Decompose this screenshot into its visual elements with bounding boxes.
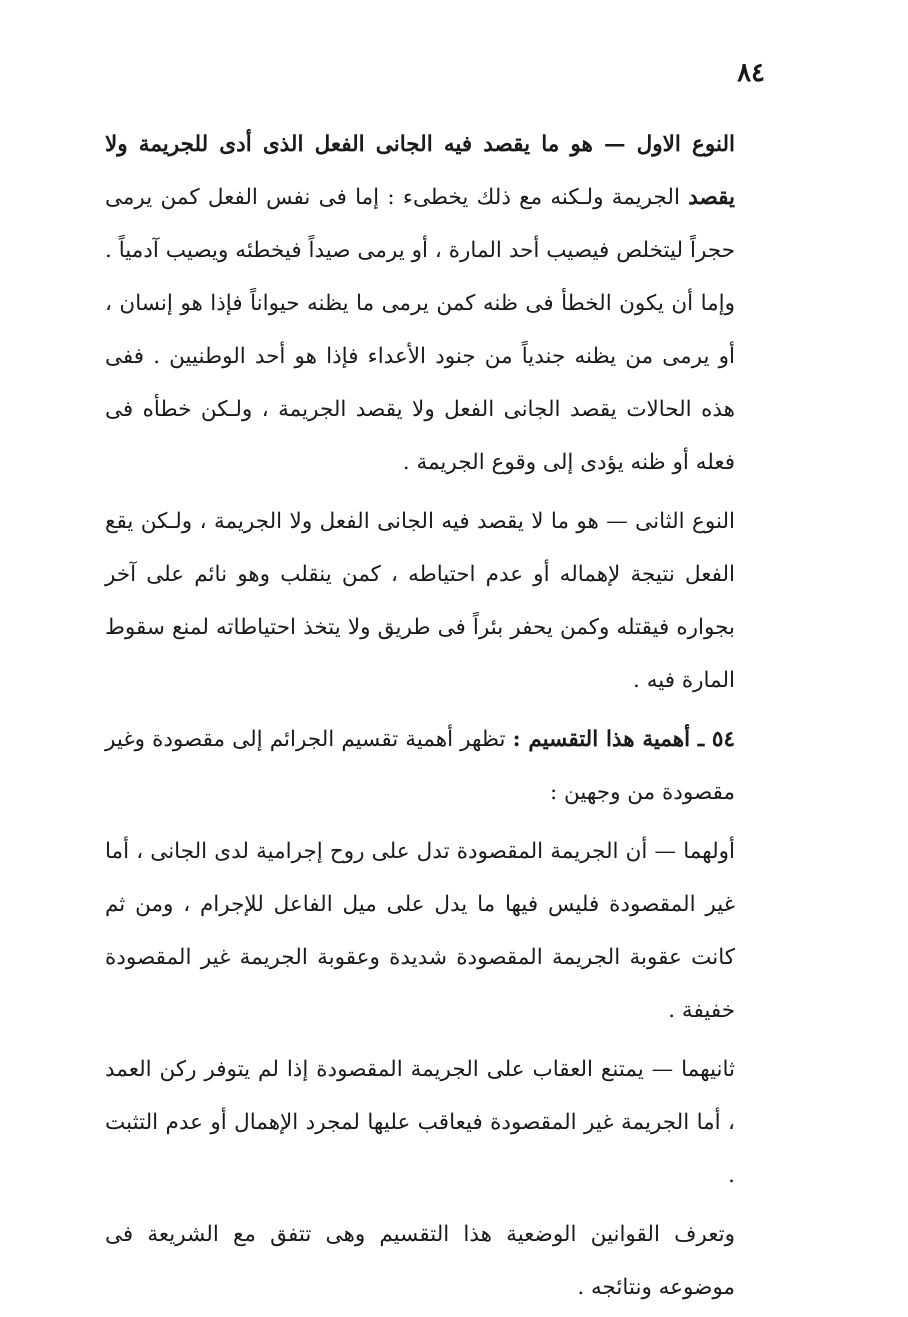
paragraph-second-aspect <box>105 1043 735 1202</box>
paragraph-text: الجريمة ولـكنه مع ذلك يخطىء : إما فى نفس الفعل كمن يرمى حجراً ليتخلص فيصيب أحد المارة ، أو يرمى صيداً فيخطئه ويصيب آدمياً . وإما أن يكون الخطأ فى ظنه كمن يرمى ما يظنه حيواناً فإذا هو إنسان ، أو يرمى من يظنه جندياً من جنود الأعداء فإذا هو أحد الوطنيين . ففى هذه الحالات يقصد الجانى الفعل ولا يقصد الجريمة ، ولـكن خطأه فى فعله أو ظنه يؤدى إلى وقوع الجريمة . <box>105 185 735 475</box>
paragraph-text: تظهر أهمية تقسيم الجرائم إلى مقصودة وغير مقصودة من وجهين : <box>105 727 735 805</box>
paragraph-type-two <box>105 495 735 707</box>
paragraph-text: ثانيهما — يمتنع العقاب على الجريمة المقصودة إذا لم يتوفر ركن العمد ، أما الجريمة غير المقصودة فيعاقب عليها لمجرد الإهمال أو عدم التثبت . <box>105 1057 735 1188</box>
text-body <box>105 118 735 1314</box>
paragraph-text: أولهما — أن الجريمة المقصودة تدل على روح إجرامية لدى الجانى ، أما غير المقصودة فليس فيها ما يدل على ميل الفاعل للإجرام ، ومن ثم كانت عقوبة الجريمة المقصودة شديدة وعقوبة الجريمة غير المقصودة خفيفة . <box>105 839 735 1023</box>
paragraph-text: وتعرف القوانين الوضعية هذا التقسيم وهى تتفق مع الشريعة فى موضوعه ونتائجه . <box>105 1222 735 1300</box>
paragraph-positive-laws <box>105 1208 735 1314</box>
section-heading: ٥٤ ـ أهمية هذا التقسيم : <box>512 727 735 752</box>
page-number: ٨٤ <box>737 58 765 88</box>
section-54-heading-paragraph <box>105 713 735 819</box>
paragraph-type-one <box>105 118 735 489</box>
paragraph-text: النوع الثانى — هو ما لا يقصد فيه الجانى الفعل ولا الجريمة ، ولـكن يقع الفعل نتيجة لإهماله أو عدم احتياطه ، كمن ينقلب وهو نائم على آخر بجواره فيقتله وكمن يحفر بئراً فى طريق ولا يتخذ احتياطاته لمنع سقوط المارة فيه . <box>105 509 735 693</box>
paragraph-first-aspect <box>105 825 735 1037</box>
paragraph-lead: النوع الاول — هو ما يقصد فيه الجانى الفعل الذى أدى للجريمة ولا يقصد <box>105 132 736 210</box>
